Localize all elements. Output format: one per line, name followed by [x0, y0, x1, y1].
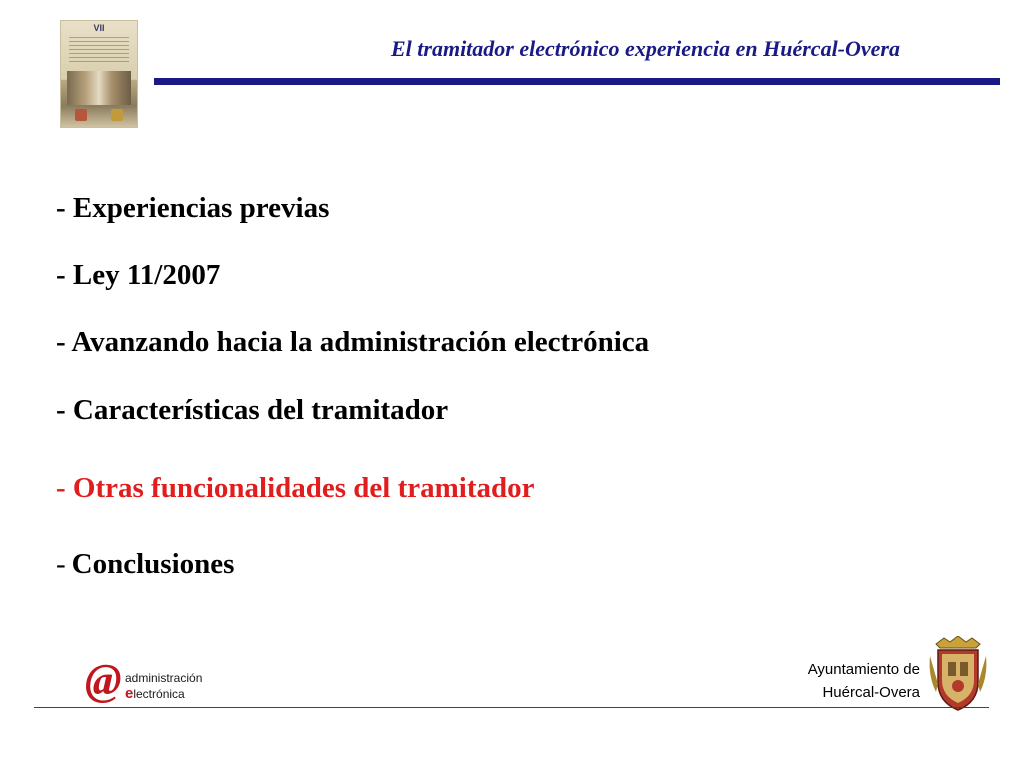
slide-title: El tramitador electrónico experiencia en Huércal-Overa — [391, 36, 900, 61]
agenda-item-avanzando: - Avanzando hacia la administración electrónica — [56, 326, 650, 358]
organization-name — [808, 658, 920, 704]
org-line1: Ayuntamiento de — [807, 661, 920, 678]
title-divider — [154, 78, 1000, 85]
coat-of-arms-icon — [928, 636, 988, 712]
poster-heading: VII — [93, 23, 105, 33]
agenda-item-conclusiones: - Conclusiones — [56, 548, 235, 580]
agenda-item-ley: - Ley 11/2007 — [56, 259, 221, 291]
logo-line2: electrónica — [125, 685, 185, 702]
agenda-item-caracteristicas: - Características del tramitador — [56, 394, 449, 426]
agenda-item-experiencias: - Experiencias previas — [56, 192, 330, 224]
footer-divider — [34, 707, 989, 708]
at-icon: @ — [85, 655, 122, 704]
org-line2: Huércal-Overa — [822, 684, 920, 701]
agenda-item-otras-funcionalidades: - Otras funcionalidades del tramitador — [56, 472, 535, 504]
logo-line1: administración — [125, 671, 203, 685]
event-poster-image — [60, 20, 138, 128]
administracion-electronica-logo — [85, 655, 215, 706]
